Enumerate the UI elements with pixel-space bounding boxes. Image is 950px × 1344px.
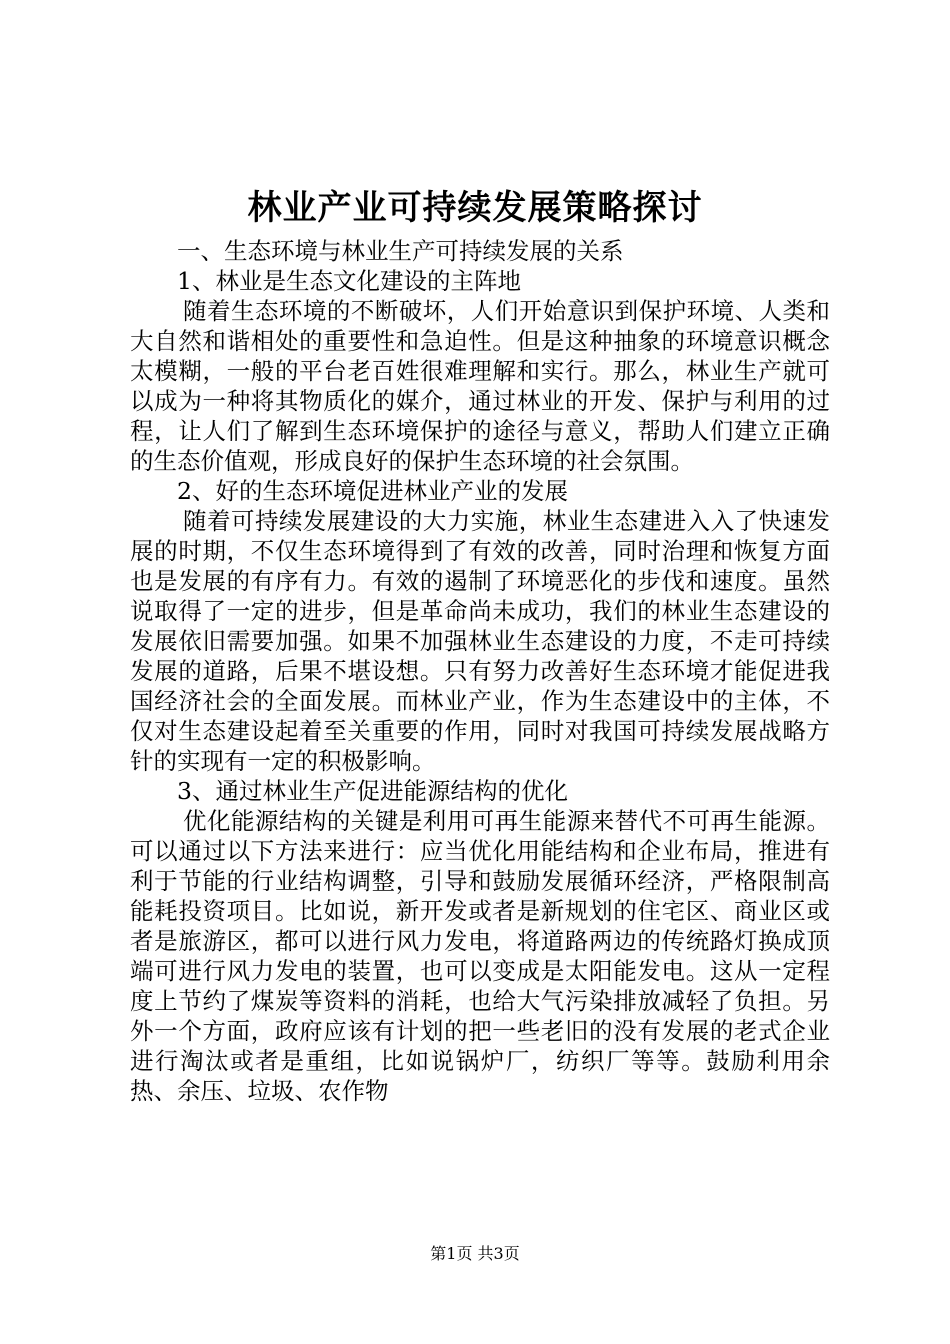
document-body [130, 236, 830, 1106]
section-heading: 一、生态环境与林业生产可持续发展的关系 [177, 237, 624, 265]
subsection-heading: 3、通过林业生产促进能源结构的优化 [177, 777, 568, 805]
document-title: 林业产业可持续发展策略探讨 [247, 188, 703, 228]
body-paragraph: 随着生态环境的不断破坏，人们开始意识到保护环境、人类和大自然和谐相处的重要性和急迫性。但是这种抽象的环境意识概念太模糊，一般的平台老百姓很难理解和实行。那么，林业生产就可以成为一种将其物质化的媒介，通过林业的开发、保护与利用的过程，让人们了解到生态环境保护的途径与意义，帮助人们建立正确的生态价值观，形成良好的保护生态环境的社会氛围。 [130, 297, 830, 475]
subsection-heading: 2、好的生态环境促进林业产业的发展 [177, 477, 568, 505]
body-paragraph: 优化能源结构的关键是利用可再生能源来替代不可再生能源。可以通过以下方法来进行：应当优化用能结构和企业布局，推进有利于节能的行业结构调整，引导和鼓励发展循环经济，严格限制高能耗投资项目。比如说，新开发或者是新规划的住宅区、商业区或者是旅游区，都可以进行风力发电，将道路两边的传统路灯换成顶端可进行风力发电的装置，也可以变成是太阳能发电。这从一定程度上节约了煤炭等资料的消耗，也给大气污染排放减轻了负担。另外一个方面，政府应该有计划的把一些老旧的没有发展的老式企业进行淘汰或者是重组，比如说锅炉厂，纺织厂等等。鼓励利用余热、余压、垃圾、农作物 [130, 807, 830, 1105]
body-paragraph: 随着可持续发展建设的大力实施，林业生态建进入入了快速发展的时期，不仅生态环境得到了有效的改善，同时治理和恢复方面也是发展的有序有力。有效的遏制了环境恶化的步伐和速度。虽然说取得了一定的进步，但是革命尚未成功，我们的林业生态建设的发展依旧需要加强。如果不加强林业生态建设的力度，不走可持续发展的道路，后果不堪设想。只有努力改善好生态环境才能促进我国经济社会的全面发展。而林业产业，作为生态建设中的主体，不仅对生态建设起着至关重要的作用，同时对我国可持续发展战略方针的实现有一定的积极影响。 [130, 507, 830, 775]
page-number-footer: 第1页 共3页 [430, 1244, 520, 1263]
subsection-heading: 1、林业是生态文化建设的主阵地 [177, 267, 521, 295]
